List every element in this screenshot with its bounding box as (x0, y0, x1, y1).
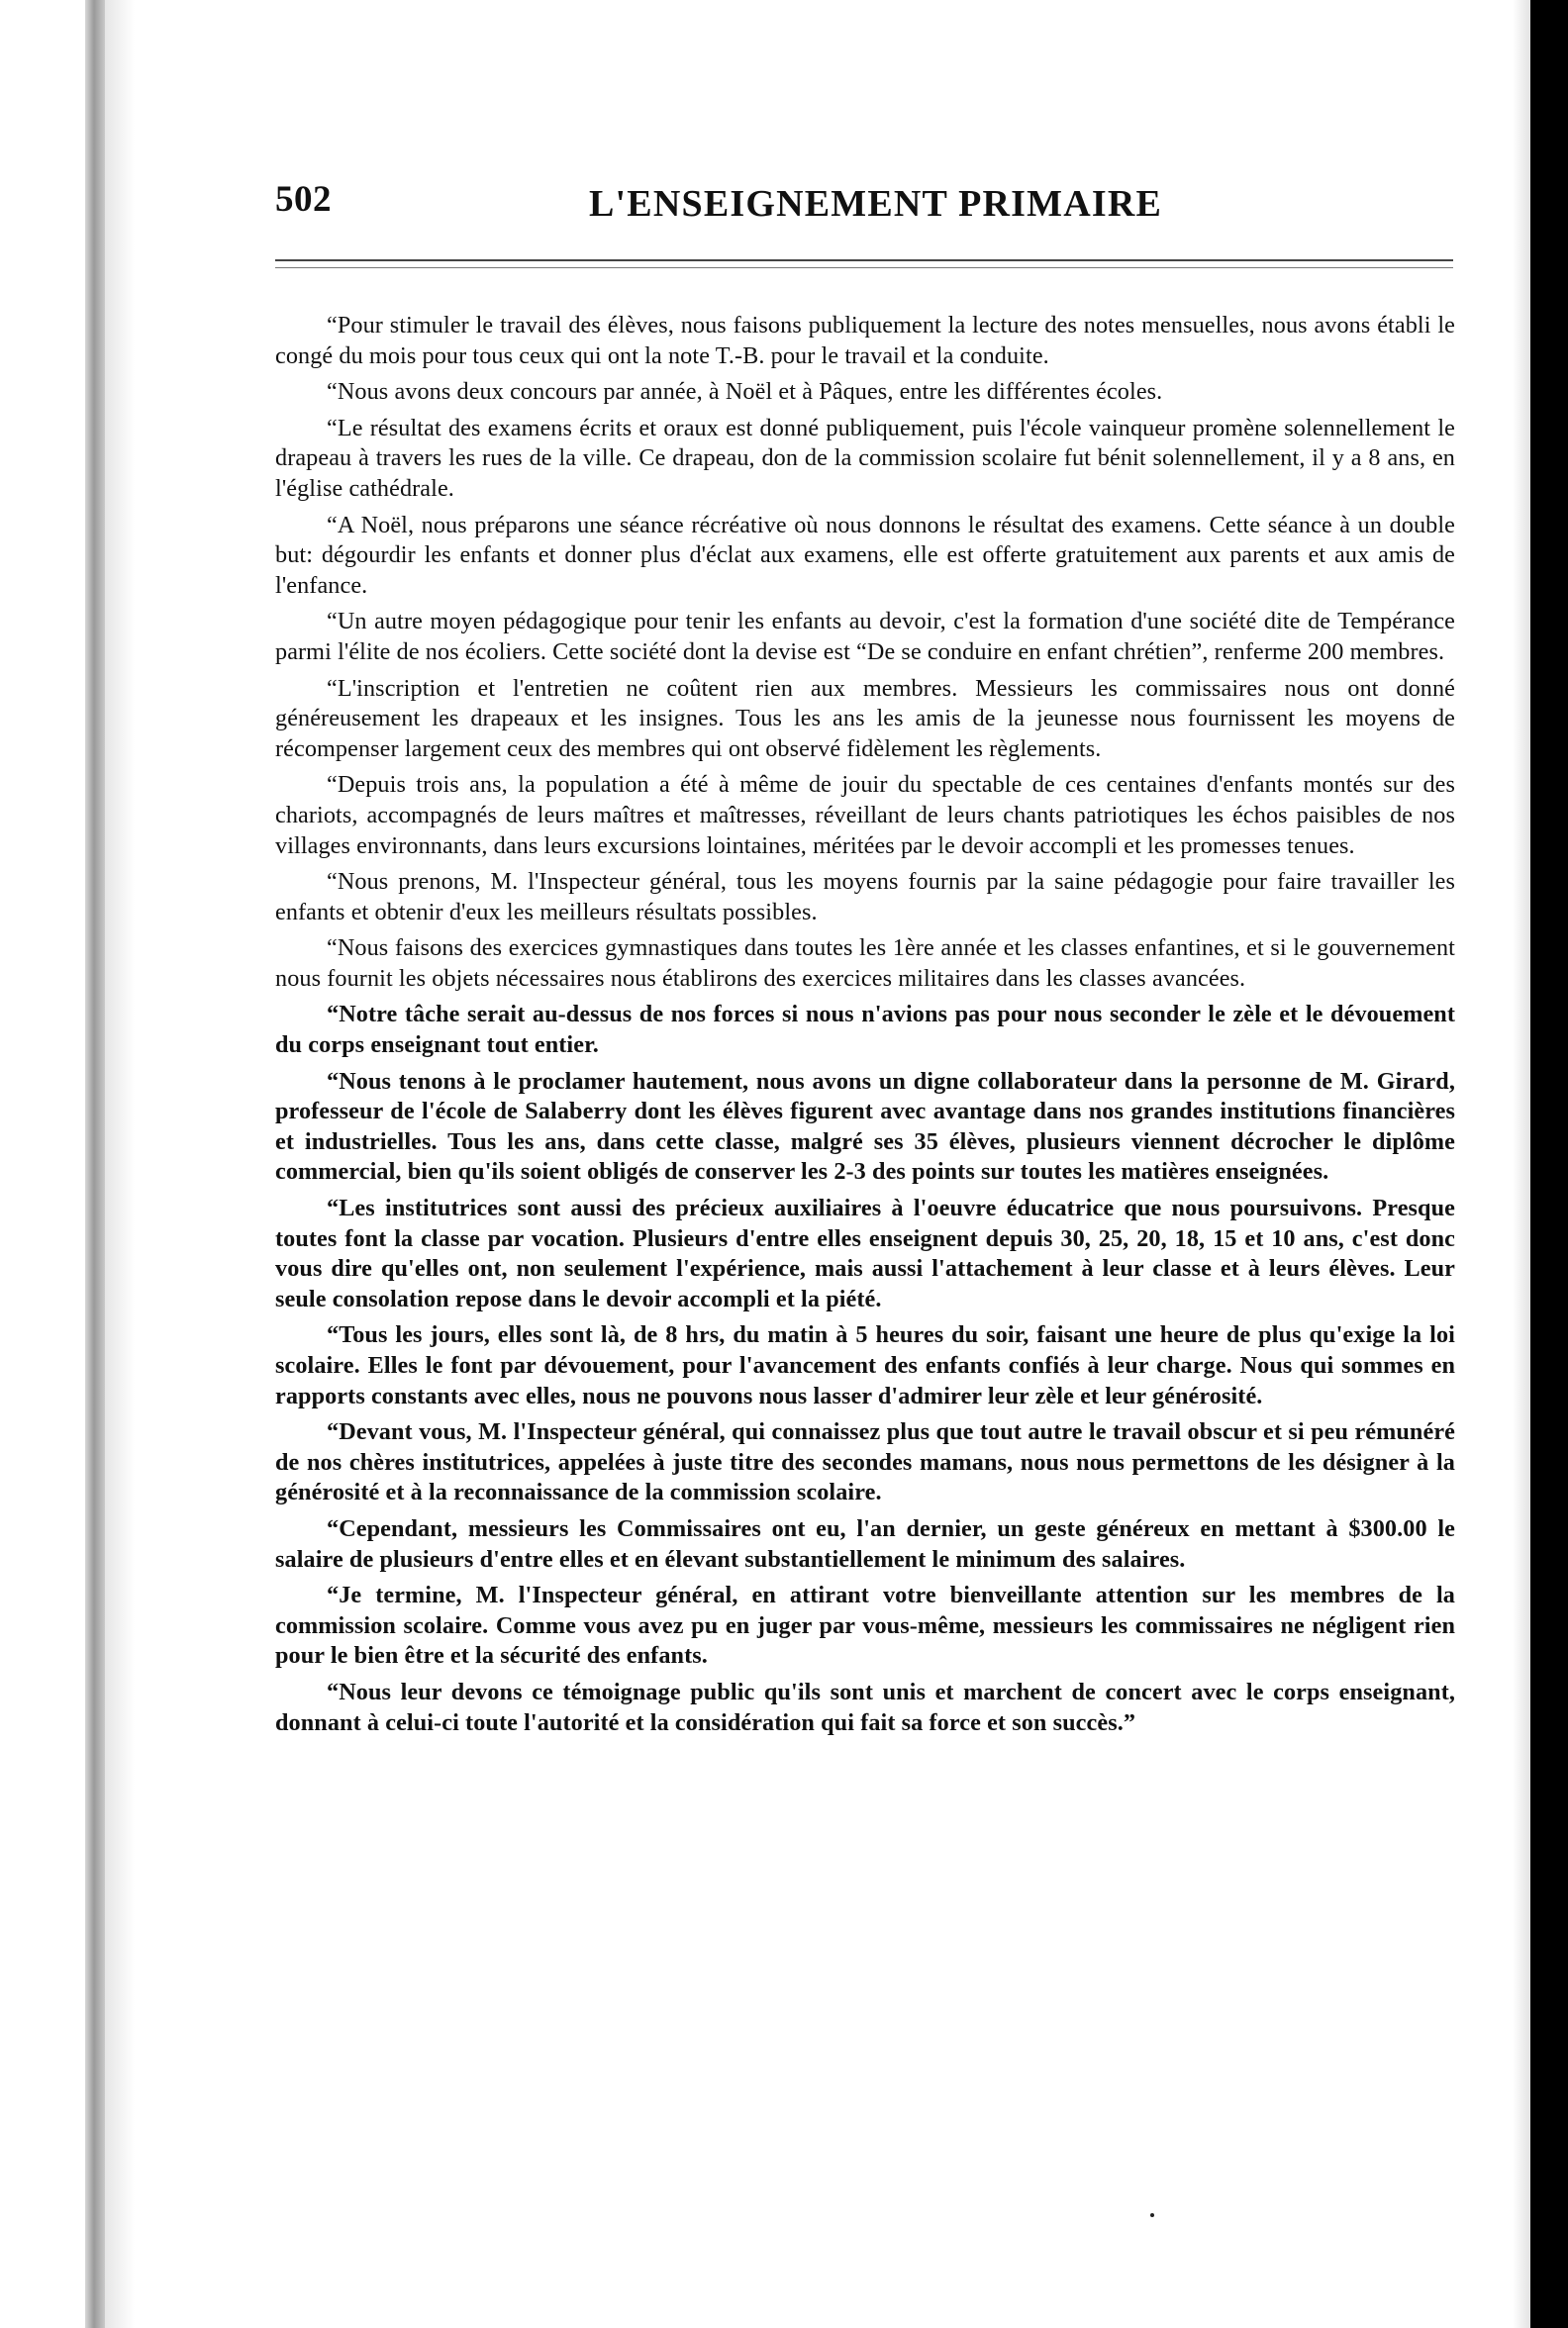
paragraph-resultat-examens: “Le résultat des examens écrits et oraux est donné publiquement, puis l'école vainqueur promène solennellement le drapeau à travers les rues de la ville. Ce drapeau, don de la commission scolaire fut bénit solennellement, il y a 8 ans, en l'église cathédrale. (275, 414, 1455, 502)
paragraph-societe-temperance: “Un autre moyen pédagogique pour tenir les enfants au devoir, c'est la formation d'une société dite de Tempérance parmi l'élite de nos écoliers. Cette société dont la devise est “De se conduire en enfant chrétien”, renferme 200 membres. (275, 608, 1455, 665)
paragraph-concours: “Nous avons deux concours par année, à Noël et à Pâques, entre les différentes écoles. (327, 378, 1163, 406)
book-spine-shadow (85, 0, 105, 2328)
scan-border (1530, 0, 1568, 2328)
book-page (267, 168, 1455, 1736)
paragraph-notes-mensuelles: “Pour stimuler le travail des élèves, nous faisons publiquement la lecture des notes mensuelles, nous avons établi le congé du mois pour tous ceux qui ont la note T.-B. pour le travail et la conduite. (275, 312, 1455, 369)
paragraph-institutrices: “Les institutrices sont aussi des précieux auxiliaires à l'oeuvre éducatrice que nous poursuivons. Presque toutes font la classe par vocation. Plusieurs d'entre elles enseignent depuis 30, 25, 20, 18, 15 et 10 ans, c'est donc vous dire qu'elles ont, non seulement l'expérience, mais aussi l'attachement à leur classe et à leurs élèves. Leur seule consolation repose dans le devoir accompli et la piété. (275, 1195, 1455, 1312)
paragraph-corps-enseignant: “Notre tâche serait au-dessus de nos forces si nous n'avions pas pour nous seconder le zèle et le dévouement du corps enseignant tout entier. (275, 1001, 1455, 1059)
header-rule (275, 259, 1453, 261)
page-number: 502 (275, 179, 332, 220)
paragraph-salaires: “Cependant, messieurs les Commissaires ont eu, l'an dernier, un geste généreux en mettant à $300.00 le salaire de plusieurs d'entre elles et en élevant substantiellement le minimum des salaires. (275, 1514, 1455, 1573)
body-text (275, 311, 1455, 1744)
gutter-shading (105, 0, 135, 2328)
paragraph-je-termine: “Je termine, M. l'Inspecteur général, en attirant votre bienveillante attention sur les membres de la commission scolaire. Comme vous avez pu en juger par vous-même, messieurs les commissaires ne négligent rien pour le bien être et la sécurité des enfants. (275, 1582, 1455, 1670)
paragraph-seance-recreative: “A Noël, nous préparons une séance récréative où nous donnons le résultat des examens. Cette séance à un double but: dégourdir les enfants et donner plus d'éclat aux examens, elle est offerte gratuitement aux parents et aux amis de l'enfance. (275, 511, 1455, 599)
paragraph-excursions: “Depuis trois ans, la population a été à même de jouir du spectable de ces centaines d'enfants montés sur des chariots, accompagnés de leurs maîtres et maîtresses, réveillant de leurs chants patriotiques les échos paisibles de nos villages environnants, dans leurs excursions lointaines, méritées par le devoir accompli et les promesses tenues. (275, 771, 1455, 859)
ink-speck (1150, 2213, 1154, 2217)
page-edge-shading (1513, 0, 1530, 2328)
paragraph-tous-les-jours: “Tous les jours, elles sont là, de 8 hrs, du matin à 5 heures du soir, faisant une heure de plus qu'exige la loi scolaire. Elles le font par dévouement, pour l'avancement des enfants confiés à leur charge. Nous qui sommes en rapports constants avec elles, nous ne pouvons nous lasser d'admirer leur zèle et leur générosité. (275, 1321, 1455, 1409)
paragraph-m-girard: “Nous tenons à le proclamer hautement, nous avons un digne collaborateur dans la personne de M. Girard, professeur de l'école de Salaberry dont les élèves figurent avec avantage dans nos grandes institutions financières et industrielles. Tous les ans, dans cette classe, malgré ses 35 élèves, plusieurs viennent décrocher le diplôme commercial, bien qu'ils soient obligés de conserver les 2-3 des points sur toutes les matières enseignées. (275, 1067, 1455, 1186)
paragraph-inscription: “L'inscription et l'entretien ne coûtent rien aux membres. Messieurs les commissaires nous ont donné généreusement les drapeaux et les insignes. Tous les ans les amis de la jeunesse nous fournissent les moyens de récompenser largement ceux des membres qui ont observé fidèlement les règlements. (275, 674, 1455, 762)
running-title: L'ENSEIGNEMENT PRIMAIRE (589, 183, 1163, 225)
paragraph-temoignage: “Nous leur devons ce témoignage public qu'ils sont unis et marchent de concert avec le corps enseignant, donnant à celui-ci toute l'autorité et la considération qui fait sa force et son succès.” (275, 1678, 1455, 1736)
paragraph-pedagogie: “Nous prenons, M. l'Inspecteur général, tous les moyens fournis par la saine pédagogie pour faire travailler les enfants et obtenir d'eux les meilleurs résultats possibles. (275, 868, 1455, 925)
paragraph-devant-vous: “Devant vous, M. l'Inspecteur général, qui connaissez plus que tout autre le travail obscur et si peu rémunéré de nos chères institutrices, appelées à juste titre des secondes mamans, nous nous permettons de les désigner à la générosité et à la reconnaissance de la commission scolaire. (275, 1418, 1455, 1506)
page-header (267, 168, 1455, 238)
paragraph-gymnastique: “Nous faisons des exercices gymnastiques dans toutes les 1ère année et les classes enfantines, et si le gouvernement nous fournit les objets nécessaires nous établirons des exercices militaires dans les classes avancées. (275, 934, 1455, 992)
header-rule-thin (275, 267, 1453, 268)
